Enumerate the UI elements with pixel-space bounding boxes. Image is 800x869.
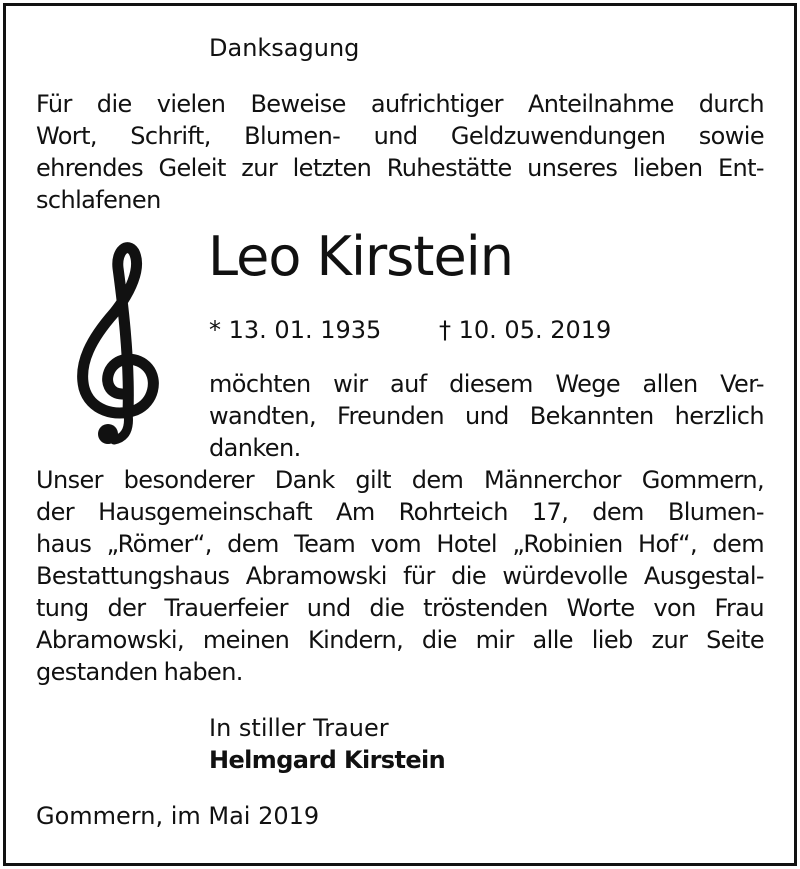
- heading: Danksagung: [209, 34, 360, 62]
- thanks-line-1: möchten wir auf diesem Wege allen Ver-: [209, 370, 764, 398]
- special-line-4: Bestattungshaus Abramowski für die würdevolle Ausgestal-: [36, 562, 764, 590]
- intro-line-4: schlafenen: [36, 186, 161, 214]
- death-date: † 10. 05. 2019: [439, 316, 612, 344]
- treble-clef-icon: [70, 238, 170, 448]
- place-date: Gommern, im Mai 2019: [36, 802, 320, 830]
- special-line-1: Unser besonderer Dank gilt dem Männerchor Gommern,: [36, 466, 764, 494]
- special-line-3: haus „Römer“, dem Team vom Hotel „Robinien Hof“, dem: [36, 530, 764, 558]
- special-line-5: tung der Trauerfeier und die tröstenden Worte von Frau: [36, 594, 764, 622]
- thanks-line-2: wandten, Freunden und Bekannten herzlich: [209, 402, 764, 430]
- special-line-6: Abramowski, meinen Kindern, die mir alle lieb zur Seite: [36, 626, 764, 654]
- intro-line-3: ehrendes Geleit zur letzten Ruhestätte unseres lieben Ent-: [36, 154, 764, 182]
- deceased-name: Leo Kirstein: [208, 225, 513, 288]
- intro-line-2: Wort, Schrift, Blumen- und Geldzuwendungen sowie: [36, 122, 764, 150]
- mourning-phrase: In stiller Trauer: [209, 714, 389, 742]
- special-line-7: gestanden haben.: [36, 658, 243, 686]
- birth-date: * 13. 01. 1935: [209, 316, 382, 344]
- intro-line-1: Für die vielen Beweise aufrichtiger Anteilnahme durch: [36, 90, 764, 118]
- signer-name: Helmgard Kirstein: [209, 746, 446, 774]
- thanks-line-3: danken.: [209, 434, 301, 462]
- special-line-2: der Hausgemeinschaft Am Rohrteich 17, dem Blumen-: [36, 498, 764, 526]
- life-dates: [209, 314, 612, 346]
